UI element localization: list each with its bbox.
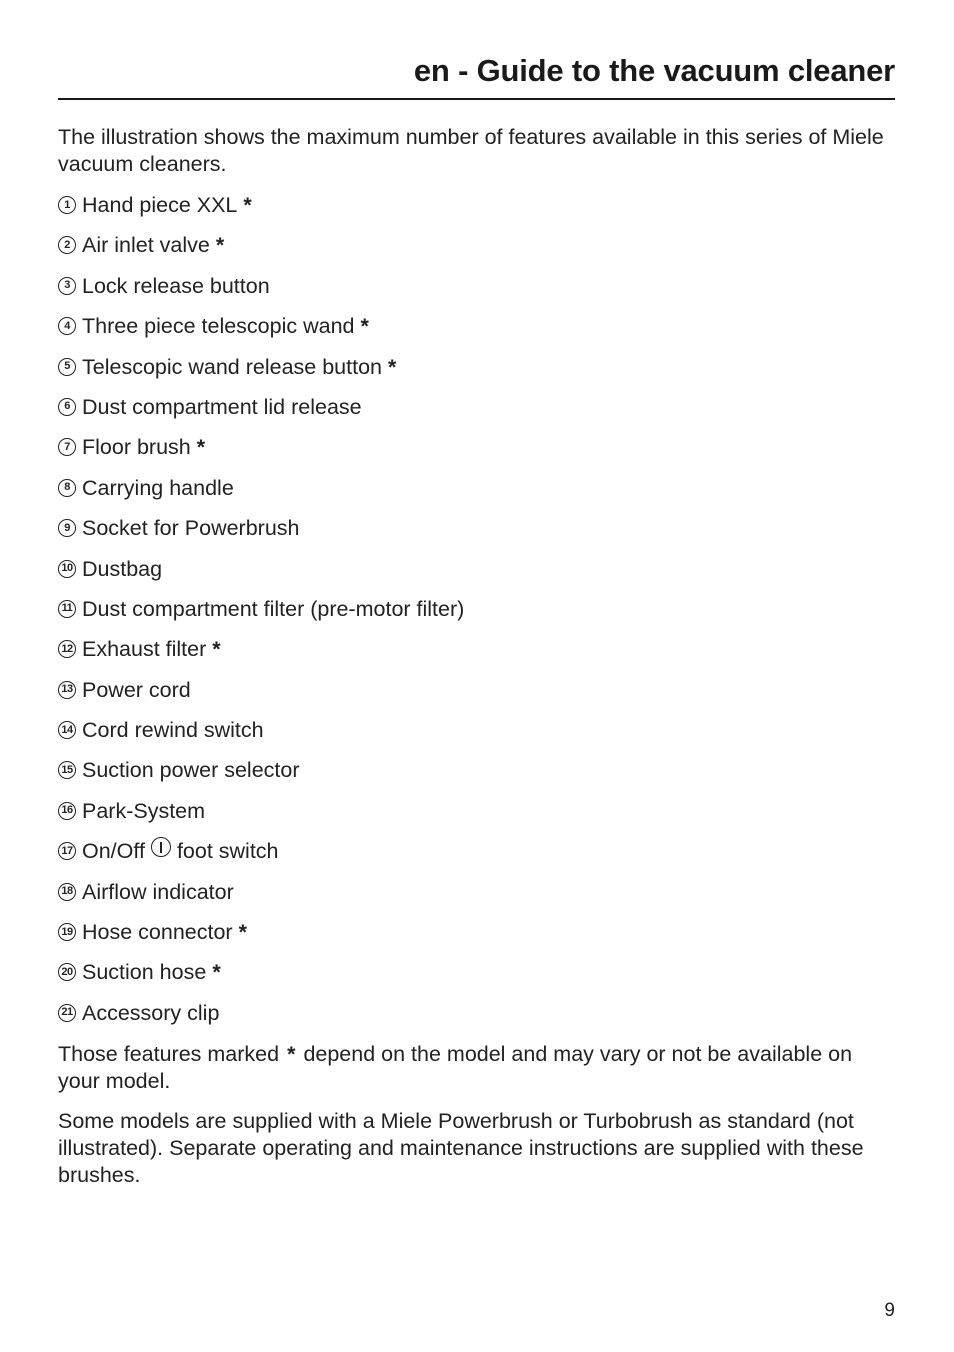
intro-paragraph: The illustration shows the maximum number of features available in this series of Miele vacuum cleaners. bbox=[58, 125, 884, 176]
feature-item bbox=[58, 635, 464, 675]
item-number-badge: 15 bbox=[58, 761, 76, 779]
item-number-badge: 14 bbox=[58, 721, 76, 739]
feature-label: Park-System bbox=[82, 798, 206, 823]
feature-item bbox=[58, 837, 464, 877]
item-number-badge: 8 bbox=[58, 479, 76, 497]
item-number-badge: 2 bbox=[58, 236, 76, 254]
page-title: en - Guide to the vacuum cleaner bbox=[413, 53, 895, 88]
feature-label: Suction power selector bbox=[82, 758, 300, 783]
supplied-paragraph: Some models are supplied with a Miele Powerbrush or Turbobrush as standard (not illustrated). Separate operating and maintenance instructions are supplied with these brushes. bbox=[58, 1109, 864, 1187]
asterisk-marker: * bbox=[212, 637, 221, 662]
item-number-badge: 3 bbox=[58, 277, 76, 295]
item-number-badge: 5 bbox=[58, 358, 76, 376]
page-number: 9 bbox=[884, 1300, 895, 1321]
feature-item bbox=[58, 797, 464, 837]
item-number-badge: 16 bbox=[58, 802, 76, 820]
feature-label: On/Off bbox=[82, 839, 145, 864]
item-number-badge: 4 bbox=[58, 317, 76, 335]
feature-label: Hand piece XXL bbox=[82, 193, 238, 217]
feature-item bbox=[58, 756, 464, 796]
feature-item bbox=[58, 272, 464, 312]
item-number-badge: 13 bbox=[58, 681, 76, 699]
feature-label: Exhaust filter bbox=[82, 637, 207, 662]
feature-label: Dust compartment filter (pre-motor filter) bbox=[82, 596, 465, 621]
feature-label-suffix: foot switch bbox=[176, 839, 279, 864]
asterisk-marker: * bbox=[215, 233, 225, 258]
feature-label: Three piece telescopic wand bbox=[82, 314, 355, 339]
feature-item bbox=[58, 555, 464, 595]
feature-item bbox=[58, 231, 464, 271]
feature-item bbox=[58, 514, 464, 554]
item-number-badge: 17 bbox=[58, 842, 76, 860]
feature-item bbox=[58, 191, 464, 231]
item-number-badge: 9 bbox=[58, 519, 76, 537]
asterisk-marker: * bbox=[238, 920, 247, 945]
features-list bbox=[58, 191, 464, 1039]
item-number-badge: 12 bbox=[58, 640, 76, 658]
item-number-badge: 6 bbox=[58, 398, 76, 416]
item-number-badge: 7 bbox=[58, 438, 76, 456]
feature-label: Socket for Powerbrush bbox=[82, 516, 300, 541]
feature-label: Carrying handle bbox=[82, 475, 234, 500]
note-text-after: depend on the model and may vary or not be available on your model. bbox=[58, 1042, 853, 1093]
item-number-badge: 21 bbox=[58, 1004, 76, 1022]
feature-label: Cord rewind switch bbox=[82, 718, 264, 743]
asterisk-marker: * bbox=[287, 1042, 296, 1066]
feature-label: Accessory clip bbox=[82, 1000, 220, 1025]
feature-item bbox=[58, 878, 464, 918]
item-number-badge: 1 bbox=[58, 196, 76, 214]
feature-item bbox=[58, 474, 464, 514]
item-number-badge: 18 bbox=[58, 883, 76, 901]
feature-label: Dustbag bbox=[82, 556, 163, 581]
feature-item bbox=[58, 312, 464, 352]
feature-label: Lock release button bbox=[82, 273, 270, 298]
asterisk-marker: * bbox=[196, 435, 206, 460]
feature-label: Hose connector bbox=[82, 920, 233, 945]
item-number-badge: 10 bbox=[58, 560, 76, 578]
feature-item bbox=[58, 716, 464, 756]
power-symbol-icon bbox=[151, 837, 171, 857]
asterisk-marker: * bbox=[388, 354, 397, 379]
title-divider bbox=[58, 98, 895, 100]
feature-label: Dust compartment lid release bbox=[82, 394, 362, 419]
asterisk-marker: * bbox=[360, 314, 369, 339]
feature-label: Suction hose bbox=[82, 960, 207, 985]
item-number-badge: 19 bbox=[58, 923, 76, 941]
feature-item bbox=[58, 676, 464, 716]
note-text-before: Those features marked bbox=[58, 1042, 280, 1066]
note-paragraph bbox=[58, 1041, 894, 1095]
feature-item bbox=[58, 958, 464, 998]
feature-item bbox=[58, 918, 464, 958]
feature-item bbox=[58, 595, 464, 635]
feature-item bbox=[58, 353, 464, 393]
feature-label: Power cord bbox=[82, 677, 191, 702]
feature-label: Floor brush bbox=[82, 435, 191, 460]
feature-item bbox=[58, 999, 464, 1039]
feature-label: Telescopic wand release button bbox=[82, 354, 382, 379]
item-number-badge: 11 bbox=[58, 600, 76, 618]
feature-label: Air inlet valve bbox=[82, 233, 210, 258]
asterisk-marker: * bbox=[212, 960, 221, 985]
feature-item bbox=[58, 433, 464, 473]
item-number-badge: 20 bbox=[58, 963, 76, 981]
feature-label: Airflow indicator bbox=[82, 879, 234, 904]
feature-item bbox=[58, 393, 464, 433]
asterisk-marker: * bbox=[243, 193, 252, 217]
